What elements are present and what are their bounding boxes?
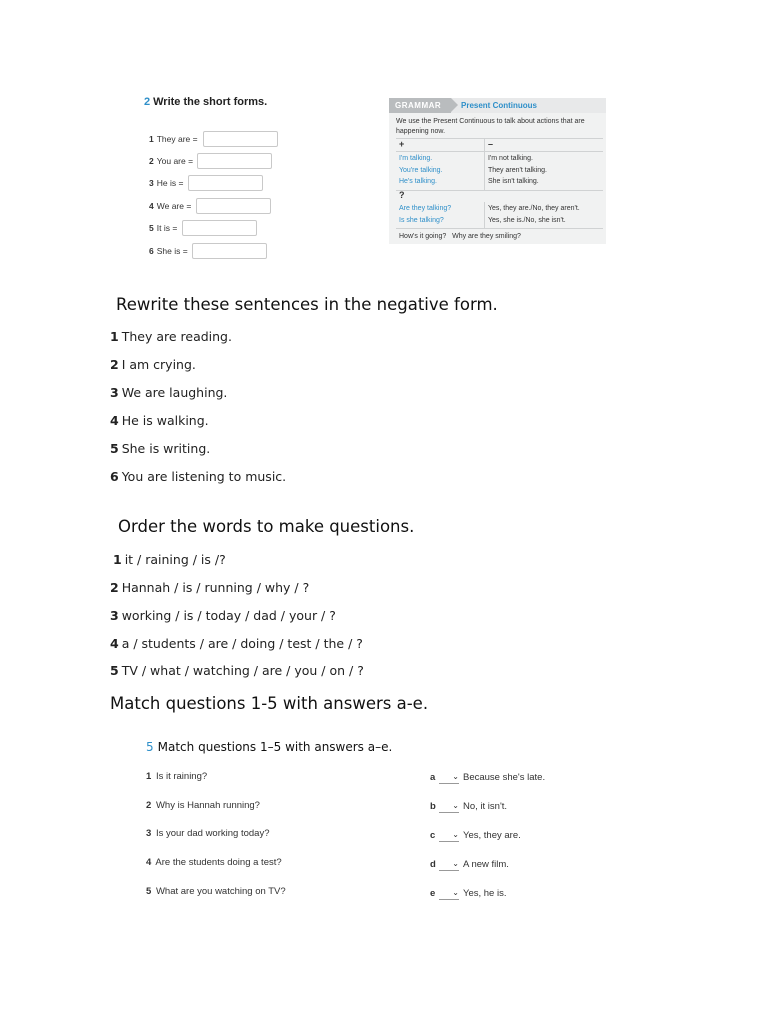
answer-text: Yes, he is.	[463, 888, 507, 899]
negative-example: I'm not talking.	[488, 155, 533, 162]
item-number: 6	[110, 469, 119, 484]
order-item	[113, 552, 226, 567]
exercise-number: 2	[144, 96, 151, 108]
negative-item	[110, 441, 210, 456]
short-form-item	[149, 198, 191, 214]
item-text: They are reading.	[121, 329, 232, 344]
match-answer	[430, 800, 507, 813]
divider	[396, 190, 603, 191]
item-number: 5	[110, 663, 119, 678]
item-number: 3	[110, 385, 119, 400]
match-question	[146, 857, 282, 868]
short-form-input[interactable]	[188, 175, 263, 191]
short-form-input[interactable]	[203, 131, 278, 147]
item-text: Hannah / is / running / why / ?	[121, 580, 310, 595]
divider	[396, 151, 603, 152]
answer-letter: e	[430, 888, 436, 899]
item-number: 3	[149, 178, 154, 188]
item-number: 5	[110, 441, 119, 456]
negative-examples	[488, 153, 547, 188]
negative-item	[110, 469, 286, 484]
positive-symbol: +	[399, 139, 405, 149]
answer-letter: d	[430, 859, 436, 870]
item-number: 3	[110, 608, 119, 623]
item-number: 4	[110, 636, 119, 651]
item-number: 4	[110, 413, 119, 428]
short-form-item	[149, 243, 188, 259]
negative-section-heading: Rewrite these sentences in the negative form.	[116, 295, 498, 314]
item-number: 2	[146, 800, 152, 811]
divider	[396, 228, 603, 229]
negative-item	[110, 385, 227, 400]
answer-letter: a	[430, 772, 436, 783]
negative-example: She isn't talking.	[488, 178, 539, 185]
question-symbol: ?	[399, 190, 405, 200]
item-text: You are =	[156, 156, 194, 166]
item-text: it / raining / is /?	[124, 552, 226, 567]
positive-example: I'm talking.	[399, 155, 433, 162]
item-number: 2	[110, 580, 119, 595]
order-item	[110, 636, 363, 651]
item-text: We are laughing.	[121, 385, 228, 400]
exercise-title-text: Match questions 1–5 with answers a–e.	[157, 740, 393, 754]
match-section-heading: Match questions 1-5 with answers a-e.	[110, 694, 429, 713]
divider	[484, 202, 485, 228]
item-text: I am crying.	[121, 357, 196, 372]
answer-select-dropdown[interactable]: ⌄	[439, 829, 459, 842]
item-number: 4	[149, 201, 154, 211]
short-form-item	[149, 175, 183, 191]
question-example: Is she talking?	[399, 216, 444, 224]
short-form-item	[149, 131, 198, 147]
wh-question-examples: How's it going? Why are they smiling?	[399, 233, 521, 240]
match-answer	[430, 887, 506, 900]
short-answer-example: Yes, they are./No, they aren't.	[488, 205, 580, 212]
item-text: You are listening to music.	[121, 469, 287, 484]
answer-letter: c	[430, 830, 436, 841]
answer-select-dropdown[interactable]: ⌄	[439, 858, 459, 871]
item-number: 5	[149, 223, 154, 233]
item-text: a / students / are / doing / test / the / ?	[121, 636, 363, 651]
positive-example: You're talking.	[399, 166, 443, 174]
item-text: She is =	[156, 246, 188, 256]
item-number: 2	[149, 156, 154, 166]
positive-example: He's talking.	[399, 178, 437, 185]
match-question	[146, 828, 269, 839]
item-text: We are =	[156, 201, 192, 211]
divider	[484, 139, 485, 190]
grammar-box	[389, 98, 606, 244]
item-text: Is it raining?	[155, 771, 208, 782]
item-text: Is your dad working today?	[155, 828, 270, 839]
order-item	[110, 580, 309, 595]
answer-select-dropdown[interactable]: ⌄	[439, 771, 459, 784]
positive-examples	[399, 153, 443, 188]
answer-text: Yes, they are.	[463, 830, 521, 841]
grammar-tag-arrow	[451, 98, 458, 112]
item-text: Why is Hannah running?	[155, 800, 260, 811]
negative-example: They aren't talking.	[488, 166, 547, 174]
short-form-input[interactable]	[196, 198, 271, 214]
negative-symbol: –	[488, 139, 494, 149]
grammar-intro: We use the Present Continuous to talk about actions that are happening now.	[396, 118, 585, 135]
negative-item	[110, 329, 232, 344]
match-question	[146, 886, 286, 897]
short-answer-example: Yes, she is./No, she isn't.	[488, 216, 566, 224]
answer-select-dropdown[interactable]: ⌄	[439, 887, 459, 900]
match-answer	[430, 858, 509, 871]
question-examples	[399, 203, 451, 226]
order-item	[110, 663, 364, 678]
match-answer	[430, 771, 545, 784]
short-form-input[interactable]	[182, 220, 257, 236]
grammar-tag: GRAMMAR	[389, 98, 451, 113]
negative-item	[110, 357, 196, 372]
match-answer	[430, 829, 521, 842]
item-number: 3	[146, 828, 152, 839]
answer-select-dropdown[interactable]: ⌄	[439, 800, 459, 813]
short-answer-examples	[488, 203, 580, 226]
item-text: What are you watching on TV?	[155, 886, 286, 897]
item-number: 1	[146, 771, 152, 782]
item-number: 6	[149, 246, 154, 256]
answer-letter: b	[430, 801, 436, 812]
grammar-subtitle: Present Continuous	[461, 101, 538, 110]
item-number: 2	[110, 357, 119, 372]
divider	[396, 138, 603, 139]
item-text: working / is / today / dad / your / ?	[121, 608, 336, 623]
item-text: He is walking.	[121, 413, 209, 428]
order-item	[110, 608, 336, 623]
item-number: 5	[146, 886, 152, 897]
exercise-title-text: Write the short forms.	[153, 96, 268, 108]
match-question	[146, 771, 207, 782]
exercise-number: 5	[146, 740, 154, 754]
grammar-header	[389, 98, 606, 113]
item-text: They are =	[156, 134, 198, 144]
item-text: TV / what / watching / are / you / on / ?	[121, 663, 364, 678]
short-form-item	[149, 220, 177, 236]
answer-text: Because she's late.	[463, 772, 546, 783]
item-text: She is writing.	[121, 441, 211, 456]
answer-text: A new film.	[463, 859, 509, 870]
item-text: He is =	[156, 178, 184, 188]
item-number: 4	[146, 857, 152, 868]
short-form-input[interactable]	[192, 243, 267, 259]
negative-item	[110, 413, 209, 428]
item-number: 1	[113, 552, 122, 567]
item-number: 1	[149, 134, 154, 144]
item-number: 1	[110, 329, 119, 344]
exercise-5-title	[146, 740, 392, 754]
answer-text: No, it isn't.	[463, 801, 508, 812]
item-text: Are the students doing a test?	[155, 857, 282, 868]
match-question	[146, 800, 260, 811]
question-example: Are they talking?	[399, 205, 452, 212]
item-text: It is =	[156, 223, 178, 233]
short-form-item	[149, 153, 193, 169]
order-section-heading: Order the words to make questions.	[118, 517, 415, 536]
short-form-input[interactable]	[197, 153, 272, 169]
exercise-2-title	[144, 96, 267, 108]
